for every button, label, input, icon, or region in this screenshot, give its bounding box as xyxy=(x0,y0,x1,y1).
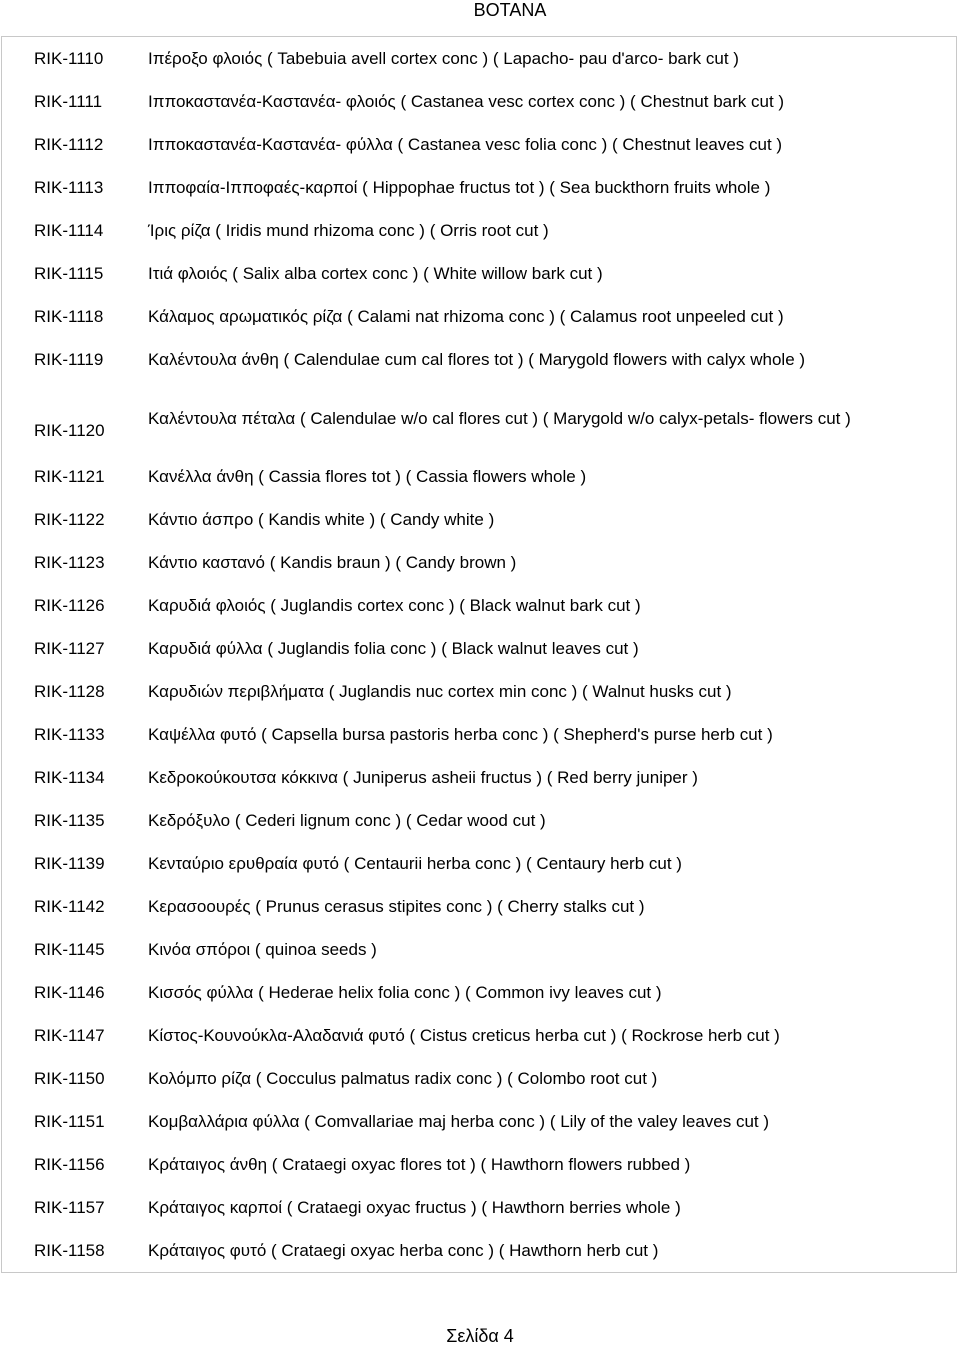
table-row xyxy=(2,123,956,166)
table-row xyxy=(2,1143,956,1186)
table-row xyxy=(2,381,956,455)
product-code: RIK-1158 xyxy=(34,1241,105,1260)
product-code: RIK-1147 xyxy=(34,1026,105,1045)
product-description: Ίρις ρίζα ( Iridis mund rhizoma conc ) ( Orris root cut ) xyxy=(148,221,549,240)
product-description: Κερασοουρές ( Prunus cerasus stipites conc ) ( Cherry stalks cut ) xyxy=(148,897,645,916)
product-code: RIK-1113 xyxy=(34,178,104,197)
product-code: RIK-1110 xyxy=(34,49,104,68)
table-row xyxy=(2,928,956,971)
product-code: RIK-1111 xyxy=(34,92,103,111)
table-row xyxy=(2,1229,956,1272)
product-description: Κάλαμος αρωματικός ρίζα ( Calami nat rhizoma conc ) ( Calamus root unpeeled cut ) xyxy=(148,307,784,326)
product-description: Κάντιο καστανό ( Kandis braun ) ( Candy brown ) xyxy=(148,553,517,572)
table-row xyxy=(2,885,956,928)
product-description: Ιτιά φλοιός ( Salix alba cortex conc ) ( White willow bark cut ) xyxy=(148,264,603,283)
product-code: RIK-1150 xyxy=(34,1069,105,1088)
product-description: Καλέντουλα άνθη ( Calendulae cum cal flores tot ) ( Marygold flowers with calyx whole ) xyxy=(148,350,806,369)
product-code: RIK-1121 xyxy=(34,467,105,486)
product-description: Κίστος-Κουνούκλα-Αλαδανιά φυτό ( Cistus creticus herba cut ) ( Rockrose herb cut ) xyxy=(148,1026,780,1045)
product-code: RIK-1145 xyxy=(34,940,105,959)
product-code: RIK-1127 xyxy=(34,639,105,658)
product-code: RIK-1146 xyxy=(34,983,105,1002)
table-row xyxy=(2,252,956,295)
product-code: RIK-1142 xyxy=(34,897,105,916)
table-row xyxy=(2,1057,956,1100)
product-description: Κομβαλλάρια φύλλα ( Comvallariae maj herba conc ) ( Lily of the valey leaves cut ) xyxy=(148,1112,770,1131)
table-row xyxy=(2,713,956,756)
table-row xyxy=(2,37,956,80)
table-row xyxy=(2,627,956,670)
product-description: Κράταιγος φυτό ( Crataegi oxyac herba conc ) ( Hawthorn herb cut ) xyxy=(148,1241,659,1260)
table-row xyxy=(2,799,956,842)
product-code: RIK-1120 xyxy=(34,421,105,440)
product-table xyxy=(1,36,957,1273)
product-code: RIK-1112 xyxy=(34,135,104,154)
table-row xyxy=(2,498,956,541)
product-description: Κράταιγος καρποί ( Crataegi oxyac fructus ) ( Hawthorn berries whole ) xyxy=(148,1198,681,1217)
product-description: Καρυδιά φλοιός ( Juglandis cortex conc ) ( Black walnut bark cut ) xyxy=(148,596,641,615)
product-code: RIK-1151 xyxy=(34,1112,105,1131)
product-description: Ιπποφαία-Ιπποφαές-καρποί ( Hippophae fructus tot ) ( Sea buckthorn fruits whole ) xyxy=(148,178,771,197)
product-description: Καρυδιών περιβλήματα ( Juglandis nuc cortex min conc ) ( Walnut husks cut ) xyxy=(148,682,732,701)
table-row xyxy=(2,584,956,627)
table-row xyxy=(2,541,956,584)
product-code: RIK-1139 xyxy=(34,854,105,873)
product-description: Ιπέροξο φλοιός ( Tabebuia avell cortex conc ) ( Lapacho- pau d'arco- bark cut ) xyxy=(148,49,739,68)
table-row xyxy=(2,166,956,209)
product-description: Κισσός φύλλα ( Hederae helix folia conc ) ( Common ivy leaves cut ) xyxy=(148,983,662,1002)
product-description: Κράταιγος άνθη ( Crataegi oxyac flores tot ) ( Hawthorn flowers rubbed ) xyxy=(148,1155,691,1174)
product-code: RIK-1114 xyxy=(34,221,104,240)
product-code: RIK-1156 xyxy=(34,1155,105,1174)
table-row xyxy=(2,1014,956,1057)
page-title: BOTANA xyxy=(473,0,547,20)
table-row xyxy=(2,756,956,799)
product-code: RIK-1118 xyxy=(34,307,104,326)
product-code: RIK-1119 xyxy=(34,350,104,369)
product-code: RIK-1122 xyxy=(34,510,105,529)
page-number: Σελίδα 4 xyxy=(446,1326,514,1346)
product-code: RIK-1133 xyxy=(34,725,105,744)
table-row xyxy=(2,338,956,381)
product-description: Κάντιο άσπρο ( Kandis white ) ( Candy white ) xyxy=(148,510,495,529)
product-description: Ιπποκαστανέα-Καστανέα- φλοιός ( Castanea vesc cortex conc ) ( Chestnut bark cut ) xyxy=(148,92,785,111)
product-description: Κινόα σπόροι ( quinoa seeds ) xyxy=(148,940,377,959)
table-row xyxy=(2,1100,956,1143)
product-description: Καρυδιά φύλλα ( Juglandis folia conc ) ( Black walnut leaves cut ) xyxy=(148,639,639,658)
product-description: Ιπποκαστανέα-Καστανέα- φύλλα ( Castanea vesc folia conc ) ( Chestnut leaves cut ) xyxy=(148,135,783,154)
product-description: Κεδρόξυλο ( Cederi lignum conc ) ( Cedar wood cut ) xyxy=(148,811,546,830)
product-description: Κεδροκούκουτσα κόκκινα ( Juniperus asheii fructus ) ( Red berry juniper ) xyxy=(148,768,698,787)
table-row xyxy=(2,80,956,123)
product-code: RIK-1115 xyxy=(34,264,104,283)
product-description: Κολόμπο ρίζα ( Cocculus palmatus radix conc ) ( Colombo root cut ) xyxy=(148,1069,658,1088)
product-code: RIK-1157 xyxy=(34,1198,105,1217)
product-description: Κενταύριο ερυθραία φυτό ( Centaurii herba conc ) ( Centaury herb cut ) xyxy=(148,854,682,873)
product-code: RIK-1128 xyxy=(34,682,105,701)
product-description: Καψέλλα φυτό ( Capsella bursa pastoris herba conc ) ( Shepherd's purse herb cut ) xyxy=(148,725,773,744)
table-row xyxy=(2,1186,956,1229)
product-code: RIK-1126 xyxy=(34,596,105,615)
product-code: RIK-1123 xyxy=(34,553,105,572)
product-description: Καλέντουλα πέταλα ( Calendulae w/o cal flores cut ) ( Marygold w/o calyx-petals- flowers cut ) xyxy=(148,408,851,428)
product-code: RIK-1135 xyxy=(34,811,105,830)
table-row xyxy=(2,209,956,252)
table-row xyxy=(2,971,956,1014)
table-row xyxy=(2,455,956,498)
table-row xyxy=(2,670,956,713)
product-code: RIK-1134 xyxy=(34,768,105,787)
product-description: Κανέλλα άνθη ( Cassia flores tot ) ( Cassia flowers whole ) xyxy=(148,467,587,486)
table-row xyxy=(2,295,956,338)
table-row xyxy=(2,842,956,885)
